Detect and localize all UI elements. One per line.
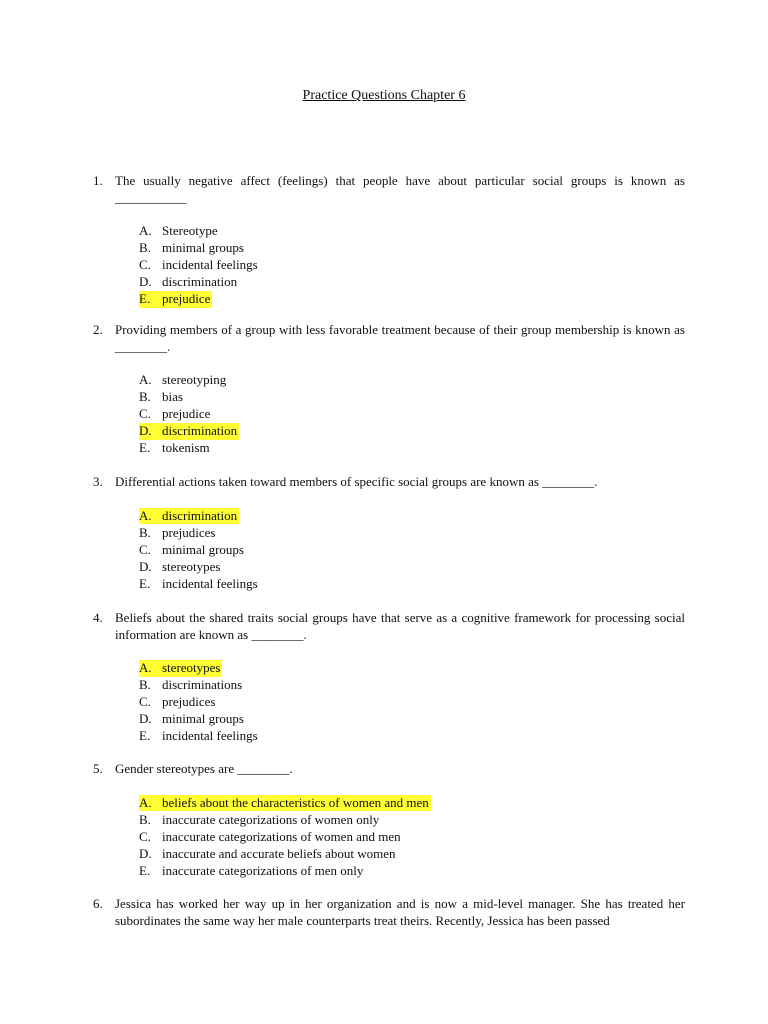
option-letter: D.	[139, 558, 152, 574]
option-text: prejudice	[162, 291, 211, 306]
option-letter: C.	[139, 828, 151, 844]
option-c	[139, 257, 693, 274]
option-d	[139, 274, 693, 291]
option-text: discrimination	[162, 423, 238, 438]
option-text: minimal groups	[162, 541, 244, 557]
option-letter: E.	[139, 440, 151, 455]
option-c	[139, 694, 693, 711]
question-number: 6.	[93, 896, 103, 911]
option-text: beliefs about the characteristics of women and men	[162, 794, 429, 810]
option-text: inaccurate categorizations of men only	[162, 862, 364, 878]
option-letter: B.	[139, 677, 151, 692]
answer-options	[139, 660, 693, 745]
option-text: Stereotype	[162, 223, 218, 238]
option-letter: A.	[139, 223, 152, 238]
option-letter: C.	[139, 694, 151, 709]
option-b	[139, 389, 693, 406]
question-6	[93, 896, 693, 929]
option-d	[139, 423, 693, 440]
question-text: Differential actions taken toward members of specific social groups are known as ________.	[115, 474, 598, 489]
option-letter: E.	[139, 291, 151, 306]
option-letter: A.	[139, 660, 152, 675]
option-letter: B.	[139, 389, 151, 404]
option-d	[139, 711, 693, 728]
option-letter: D.	[139, 423, 152, 438]
option-text: discrimination	[162, 274, 238, 289]
option-b	[139, 677, 693, 694]
option-b	[139, 812, 693, 829]
question-number: 3.	[93, 474, 103, 489]
page-title: Practice Questions Chapter 6	[302, 88, 466, 103]
option-b	[139, 240, 693, 257]
question-text: Gender stereotypes are ________.	[115, 761, 293, 776]
option-letter: D.	[139, 845, 152, 861]
option-text: minimal groups	[162, 240, 244, 255]
option-text: stereotypes	[162, 558, 221, 574]
option-text: prejudice	[162, 406, 211, 421]
option-c	[139, 829, 693, 846]
option-a	[139, 660, 693, 677]
option-text: tokenism	[162, 440, 210, 455]
question-text: Providing members of a group with less favorable treatment because of their group membership is known as ________.	[115, 322, 685, 354]
option-text: discrimination	[162, 507, 238, 523]
option-letter: B.	[139, 240, 151, 255]
option-e	[139, 728, 693, 745]
question-number: 1.	[93, 173, 103, 188]
question-4	[93, 610, 693, 745]
answer-options	[139, 372, 693, 457]
option-letter: A.	[139, 507, 152, 523]
option-e	[139, 291, 693, 308]
question-text: Beliefs about the shared traits social groups have that serve as a cognitive framework for processing social information are known as ________.	[115, 610, 685, 642]
answer-options	[139, 223, 693, 308]
option-letter: E.	[139, 728, 151, 743]
option-c	[139, 542, 693, 559]
option-text: minimal groups	[162, 711, 244, 726]
option-e	[139, 863, 693, 880]
option-c	[139, 406, 693, 423]
option-a	[139, 795, 693, 812]
option-text: inaccurate categorizations of women and men	[162, 828, 401, 844]
option-letter: D.	[139, 274, 152, 289]
option-text: inaccurate categorizations of women only	[162, 811, 380, 827]
option-text: incidental feelings	[162, 257, 258, 272]
option-text: discriminations	[162, 677, 243, 692]
option-letter: D.	[139, 711, 152, 726]
option-text: bias	[162, 389, 183, 404]
option-letter: B.	[139, 811, 151, 827]
option-e	[139, 440, 693, 457]
option-b	[139, 525, 693, 542]
question-number: 5.	[93, 761, 103, 776]
option-letter: E.	[139, 862, 151, 878]
option-text: stereotyping	[162, 372, 227, 387]
option-text: incidental feelings	[162, 575, 258, 591]
option-letter: E.	[139, 575, 151, 591]
option-e	[139, 576, 693, 593]
option-letter: C.	[139, 406, 151, 421]
option-text: incidental feelings	[162, 728, 258, 743]
question-text: Jessica has worked her way up in her organization and is now a mid-level manager. She has treated her subordinates the same way her male counterparts treat theirs. Recently, Jessica has been passed	[115, 896, 685, 928]
option-d	[139, 846, 693, 863]
option-d	[139, 559, 693, 576]
option-text: prejudices	[162, 694, 216, 709]
question-2	[93, 322, 693, 457]
question-3	[93, 474, 693, 593]
question-text: The usually negative affect (feelings) that people have about particular social groups is known as ___________	[115, 173, 685, 205]
option-a	[139, 508, 693, 525]
option-letter: C.	[139, 257, 151, 272]
option-text: prejudices	[162, 524, 216, 540]
question-number: 4.	[93, 610, 103, 625]
option-a	[139, 372, 693, 389]
option-letter: A.	[139, 372, 152, 387]
option-letter: C.	[139, 541, 151, 557]
answer-options	[139, 508, 693, 593]
question-5	[93, 761, 693, 880]
answer-options	[139, 795, 693, 880]
question-1	[93, 173, 693, 308]
option-text: inaccurate and accurate beliefs about women	[162, 845, 396, 861]
option-letter: B.	[139, 524, 151, 540]
question-number: 2.	[93, 322, 103, 337]
option-text: stereotypes	[162, 660, 221, 675]
option-a	[139, 223, 693, 240]
option-letter: A.	[139, 794, 152, 810]
